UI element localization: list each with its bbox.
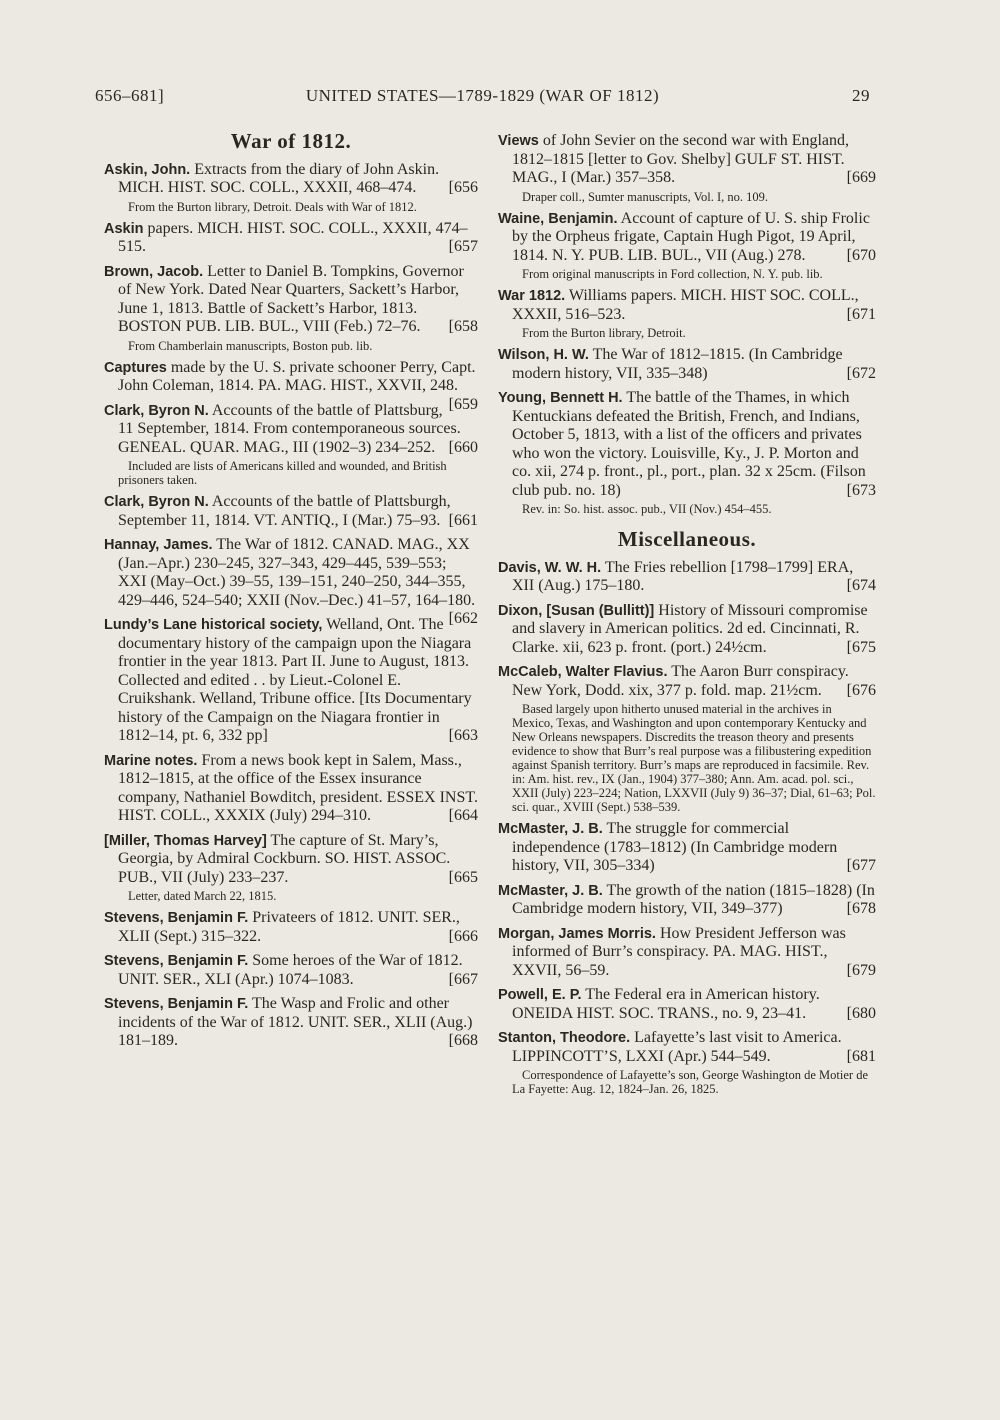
entry-note: From the Burton library, Detroit. [522, 326, 686, 340]
entry-number: [665 [448, 868, 478, 886]
entry-note: Draper coll., Sumter manuscripts, Vol. I, no. 109. [522, 189, 769, 204]
entry-number: [672 [846, 364, 876, 382]
entry-author: Davis, W. W. H. [498, 559, 602, 576]
bibliography-entry [498, 346, 876, 383]
entry-text: made by the U. S. private schooner Perry, Capt. John Coleman, 1814. PA. MAG. HIST., XXVII, 248. [118, 358, 476, 394]
entry-text: The War of 1812. CANAD. MAG., XX (Jan.–Apr.) 230–245, 327–343, 429–445, 539–553; XXI (May–Oct.) 39–55, 139–151, 240–250, 344–355, 429–446, 524–540; XXII (Nov.–Dec.) 41–57, 164–180. [118, 536, 476, 609]
entry-number: [675 [846, 638, 876, 656]
entry-number: [666 [448, 927, 478, 945]
bibliography-entry [498, 559, 876, 596]
bibliography-entry [498, 132, 876, 204]
bibliography-entry [498, 389, 876, 516]
bibliography-entry [104, 616, 478, 746]
bibliography-entry [498, 287, 876, 340]
entry-text: Some heroes of the War of 1812. UNIT. SER., XLI (Apr.) 1074–1083. [118, 952, 463, 988]
entry-author: Views [498, 133, 539, 149]
entry-number: [681 [846, 1047, 876, 1065]
entry-number: [658 [448, 318, 478, 335]
bibliography-entry [104, 220, 478, 257]
entry-text: Extracts from the diary of John Askin. MICH. HIST. SOC. COLL., XXXII, 468–474. [118, 160, 440, 196]
entry-number: [660 [448, 438, 478, 456]
entry-author: Brown, Jacob. [104, 263, 204, 280]
bibliography-entry [104, 832, 478, 904]
entry-number: [669 [846, 169, 876, 186]
bibliography-entry [498, 986, 876, 1023]
entry-number: [678 [846, 900, 876, 917]
bibliography-entry [104, 752, 478, 826]
entry-note: Included are lists of Americans killed and wounded, and British prisoners taken. [118, 459, 447, 487]
entry-text: Accounts of the battle of Plattsburgh, September 11, 1814. VT. ANTIQ., I (Mar.) 75–93. [118, 493, 451, 529]
entry-number: [656 [448, 179, 478, 196]
bibliography-entry [104, 952, 478, 989]
entry-number: [657 [448, 238, 478, 255]
entry-author: Askin, John. [104, 161, 191, 178]
bibliography-entry [104, 402, 478, 488]
bibliography-entry [498, 1029, 876, 1096]
running-header [95, 86, 870, 112]
entry-text: The War of 1812–1815. (In Cambridge modern history, VII, 335–348) [512, 346, 843, 382]
bibliography-entry [498, 663, 876, 814]
entry-number: [664 [448, 807, 478, 824]
bibliography-entry [498, 925, 876, 981]
section-heading-miscellaneous: Miscellaneous. [617, 527, 757, 551]
entry-author: Captures [104, 359, 167, 376]
entry-text: The Fries rebellion [1798–1799] ERA, XII (Aug.) 175–180. [512, 558, 854, 594]
entry-text: of John Sevier on the second war with England, 1812–1815 [letter to Gov. Shelby] GULF ST. HIST. MAG., I (Mar.) 357–358. [512, 132, 850, 186]
entry-note: From the Burton library, Detroit. Deals with War of 1812. [128, 199, 417, 214]
bibliography-entry [498, 602, 876, 658]
entry-text: History of Missouri compromise and slavery in American politics. 2d ed. Cincinnati, R. Clarke. xii, 623 p. front. (port.) 24½cm. [512, 601, 868, 656]
entry-text: How President Jefferson was informed of Burr’s conspiracy. PA. MAG. HIST., XXVII, 56–59. [512, 924, 846, 979]
entry-note: Correspondence of Lafayette’s son, George Washington de Motier de La Fayette: Aug. 12, 1824–Jan. 26, 1825. [512, 1068, 869, 1096]
page-number: 29 [852, 86, 870, 105]
entry-author: Clark, Byron N. [104, 494, 209, 510]
bibliography-entry [104, 263, 478, 353]
entry-note: Based largely upon hitherto unused material in the archives in Mexico, Texas, and Washington and upon contemporary Kentucky and New Orleans newspapers. Discredits the treason theory and presents evidence to show that Burr’s real purpose was a filibustering expedition against Spanish territory. Burr’s maps are reproduced in facsimile. Rev. in: Am. hist. rev., IX (Jan., 1904) 377–380; Ann. Am. acad. pol. sci., XXII (July) 223–224; Nation, LXXVII (July 9) 36–37; Dial, 61–63; Pol. sci. quar., XVIII (Sept.) 538–539. [512, 702, 876, 814]
entry-text: Accounts of the battle of Plattsburg, 11 September, 1814. From contemporaneous sources. GENEAL. QUAR. MAG., III (1902–3) 234–252. [118, 401, 461, 456]
entry-number: [670 [846, 246, 876, 264]
entry-author: Hannay, James. [104, 537, 213, 553]
entry-number: [661 [448, 511, 478, 529]
entry-author: Wilson, H. W. [498, 347, 589, 363]
entry-text: The Federal era in American history. ONEIDA HIST. SOC. TRANS., no. 9, 23–41. [512, 986, 820, 1022]
entry-text: Williams papers. MICH. HIST SOC. COLL., XXXII, 516–523. [512, 287, 859, 323]
entry-number: [677 [846, 857, 876, 874]
entry-author: McMaster, J. B. [498, 882, 603, 899]
bibliography-entry [498, 210, 876, 282]
entry-author: [Miller, Thomas Harvey] [104, 832, 267, 849]
entry-author: Waine, Benjamin. [498, 210, 618, 227]
right-entry-list-bottom [498, 559, 876, 1097]
right-column [498, 132, 876, 1102]
bibliography-entry [104, 493, 478, 530]
entry-text: The Wasp and Frolic and other incidents of the War of 1812. UNIT. SER., XLII (Aug.) 181–189. [118, 995, 473, 1049]
header-title: UNITED STATES—1789-1829 (WAR OF 1812) [305, 86, 660, 105]
entry-number: [663 [448, 727, 478, 744]
bibliography-entry [104, 161, 478, 214]
entry-number: [680 [846, 1004, 876, 1022]
entry-number: [662 [448, 610, 478, 627]
entry-text: Account of capture of U. S. ship Frolic by the Orpheus frigate, Captain Hugh Pigot, 19 April, 1814. N. Y. PUB. LIB. BUL., VII (Aug.) 278. [512, 209, 870, 264]
entry-text: The struggle for commercial independence (1783–1812) (In Cambridge modern history, VII, 305–334) [512, 820, 838, 874]
bibliography-entry [104, 995, 478, 1051]
left-column [104, 129, 478, 1057]
entry-author: Lundy’s Lane historical society, [104, 617, 323, 633]
entry-note: From original manuscripts in Ford collection, N. Y. pub. lib. [522, 267, 823, 281]
entry-author: Morgan, James Morris. [498, 925, 656, 942]
entry-text: Welland, Ont. The documentary history of the campaign upon the Niagara frontier in the year 1813. Part II. June to August, 1813. Collected and edited . . by Lieut.-Colonel E. Cruikshank. Welland, Tribune office. [Its Documentary history of the Campaign on the Niagara frontier in 1812–14, pt. 6, 332 pp] [118, 616, 472, 744]
entry-author: Powell, E. P. [498, 987, 582, 1003]
entry-author: War 1812. [498, 288, 566, 304]
entry-number: [676 [846, 681, 876, 699]
entry-author: Stevens, Benjamin F. [104, 996, 249, 1012]
entry-number: [667 [448, 970, 478, 988]
right-entry-list-top [498, 132, 876, 516]
section-heading-war-of-1812: War of 1812. [230, 129, 352, 153]
entry-note: From Chamberlain manuscripts, Boston pub. lib. [128, 338, 373, 353]
entry-author: McCaleb, Walter Flavius. [498, 664, 668, 680]
entry-text: From a news book kept in Salem, Mass., 1812–1815, at the office of the Essex insurance company, Nathaniel Bowditch, president. ESSEX INST. HIST. COLL., XXXIX (July) 294–310. [118, 751, 478, 824]
entry-number: [659 [448, 395, 478, 413]
entry-text: The capture of St. Mary’s, Georgia, by Admiral Cockburn. SO. HIST. ASSOC. PUB., VII (July) 233–237. [118, 831, 451, 886]
entry-number: [668 [448, 1032, 478, 1049]
entry-text: Letter to Daniel B. Tompkins, Governor of New York. Dated Near Quarters, Sackett’s Harbor, June 1, 1813. Battle of Sackett’s Harbor, 1813. BOSTON PUB. LIB. BUL., VIII (Feb.) 72–76. [118, 262, 464, 335]
entry-text: The Aaron Burr conspiracy. New York, Dodd. xix, 377 p. fold. map. 21½cm. [512, 663, 849, 699]
entry-text: Privateers of 1812. UNIT. SER., XLII (Sept.) 315–322. [118, 909, 460, 945]
entry-author: Clark, Byron N. [104, 402, 209, 419]
entry-text: Lafayette’s last visit to America. LIPPINCOTT’S, LXXI (Apr.) 544–549. [512, 1029, 842, 1065]
entry-text: papers. MICH. HIST. SOC. COLL., XXXII, 474–515. [118, 219, 468, 255]
entry-author: Stevens, Benjamin F. [104, 910, 249, 926]
entry-text: The battle of the Thames, in which Kentuckians defeated the British, French, and Indians, October 5, 1813, with a list of the officers and privates who won the victory. Louisville, Ky., J. P. Morton and co. xii, 274 p. front., pl., port., plan. 32 x 25cm. (Filson club pub. no. 18) [512, 389, 866, 499]
entry-author: Askin [104, 220, 144, 237]
entry-number: [671 [846, 305, 876, 323]
header-entry-range: 656–681] [95, 86, 165, 105]
left-entry-list [104, 161, 478, 1051]
bibliography-entry [498, 882, 876, 919]
entry-author: Stanton, Theodore. [498, 1030, 631, 1046]
entry-author: McMaster, J. B. [498, 821, 603, 837]
entry-author: Dixon, [Susan (Bullitt)] [498, 602, 655, 619]
entry-number: [679 [846, 961, 876, 979]
entry-note: Rev. in: So. hist. assoc. pub., VII (Nov.) 454–455. [522, 502, 772, 516]
entry-author: Stevens, Benjamin F. [104, 953, 249, 969]
entry-author: Marine notes. [104, 752, 198, 769]
entry-author: Young, Bennett H. [498, 390, 623, 406]
entry-number: [673 [846, 481, 876, 499]
entry-number: [674 [846, 577, 876, 594]
entry-text: The growth of the nation (1815–1828) (In Cambridge modern history, VII, 349–377) [512, 881, 875, 917]
bibliography-entry [498, 820, 876, 876]
entry-note: Letter, dated March 22, 1815. [128, 889, 277, 903]
bibliography-entry [104, 909, 478, 946]
